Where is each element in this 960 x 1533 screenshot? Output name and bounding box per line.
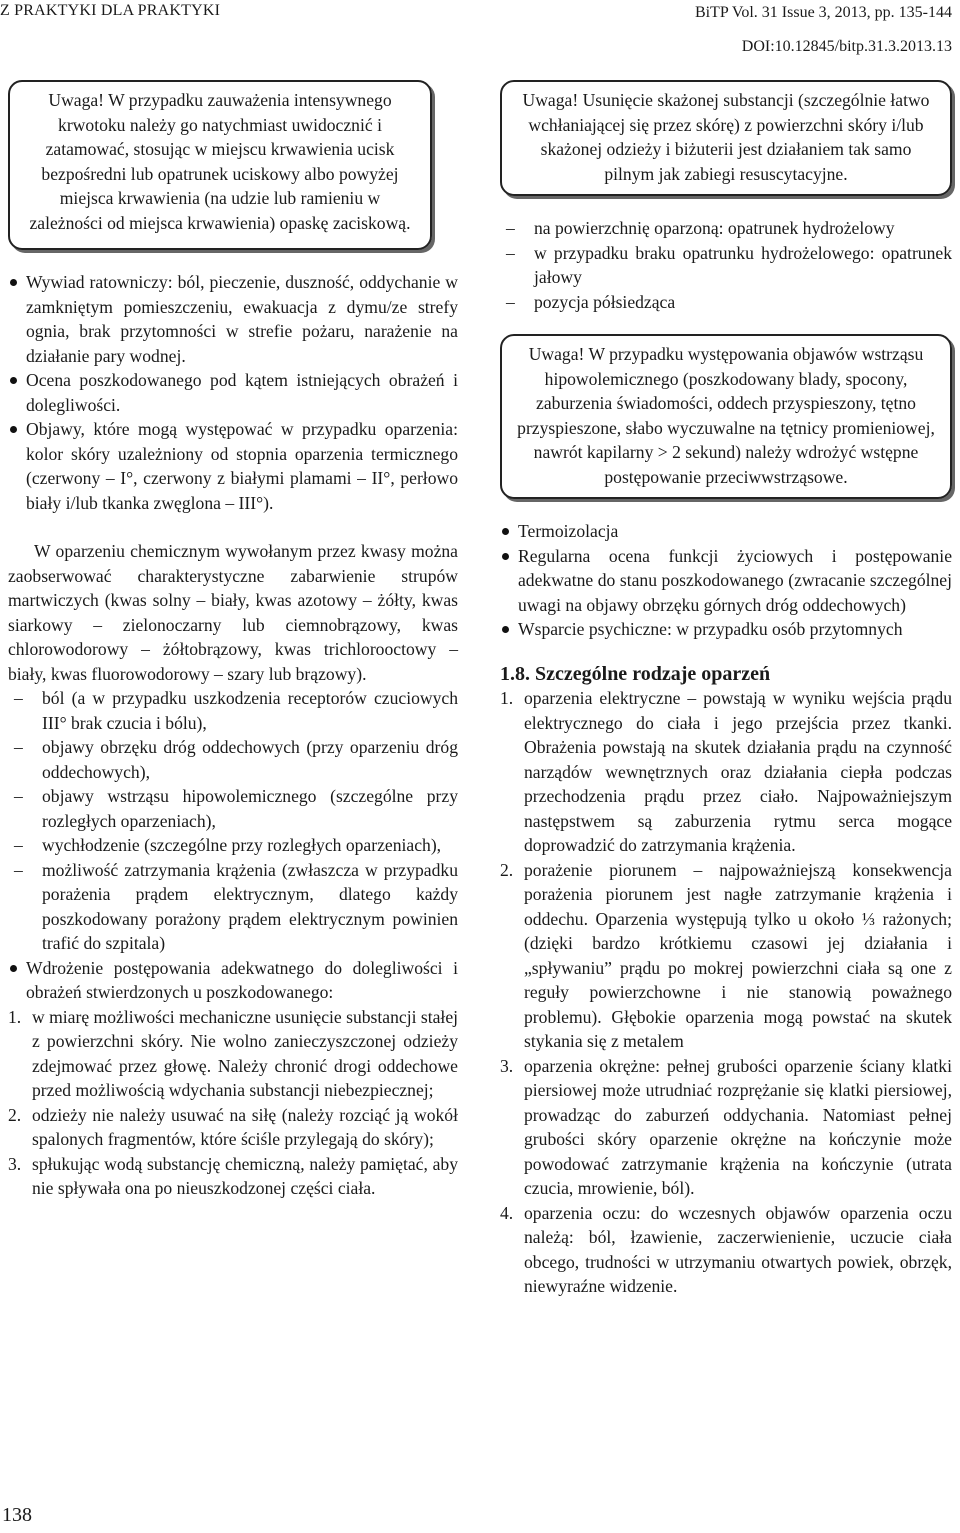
item-text: oparzenia okrężne: pełnej grubości oparzenie ściany klatki piersiowej może utrudniać rozprężanie się klatki piersiowej, prowadząc do zaburzeń oddychania. Natomiast pełnej grubości skóry oparzenie okrężne na kończynie może powodować zatrzymanie krążenia na kończynie (utrata czucia, mrowienie, ból).: [524, 1055, 952, 1198]
doi: DOI:10.12845/bitp.31.3.2013.13: [741, 38, 952, 55]
dressing-dash-list: [500, 216, 952, 314]
running-header-journal: [695, 2, 952, 58]
care-bullets: [500, 519, 952, 642]
running-header-section: Z PRAKTYKI DLA PRAKTYKI: [0, 2, 221, 19]
right-column: [500, 80, 952, 1299]
item-text: odzieży nie należy usuwać na siłę (należy rozciąć ją wokół spalonych fragmentów, które ściśle przylegają do skóry);: [32, 1104, 458, 1149]
list-item: Wywiad ratowniczy: ból, pieczenie, duszność, oddychanie w zamkniętym pomieszczeniu, ewakuacja z dymu/ze strefy ognia, brak przytomności w strefie pożaru, narażenie na działanie pary wodnej.: [8, 270, 458, 368]
procedure-bullet: [8, 956, 458, 1005]
list-item: – objawy obrzęku dróg oddechowych (przy oparzeniu dróg oddechowych),: [8, 735, 458, 784]
list-item: [500, 1201, 952, 1299]
item-number: 3.: [500, 1055, 514, 1076]
list-item: Wsparcie psychiczne: w przypadku osób przytomnych: [500, 617, 952, 642]
list-item: – wychłodzenie (szczególne przy rozległych oparzeniach),: [8, 833, 458, 858]
journal-citation: BiTP Vol. 31 Issue 3, 2013, pp. 135-144: [694, 4, 952, 21]
list-item: [500, 686, 952, 858]
item-number: 2.: [8, 1104, 22, 1125]
warning-callout-contamination: Uwaga! Usunięcie skażonej substancji (szczególnie łatwo wchłaniającej się przez skórę) z powierzchni skóry i/lub skażonej odzieży i biżuterii jest działaniem tak samo pilnym jak zabiegi resuscytacyjne.: [500, 80, 952, 196]
item-number: 1.: [500, 688, 514, 708]
warning-callout-bleeding: Uwaga! W przypadku zauważenia intensywnego krwotoku należy go natychmiast uwidocznić i zatamować, stosując w miejscu krwawienia ucisk bezpośredni lub opatrunek uciskowy albo powyżej miejsca krwawienia (na udzie lub ramieniu w zależności od miejsca krwawienia) opaskę zaciskową.: [8, 80, 432, 250]
item-text: porażenie piorunem – najpoważniejszą konsekwencja porażenia piorunem jest nagłe zatrzymanie krążenia i oddechu. Oparzenia występują tylko u około ⅓ rażonych; (dzięki bardzo krótkiemu czasowi jej działania i „spływaniu” prądu po mokrej powierzchni ciała są one z reguły powierzchowne i nie stanowią poważnego problemu). Głębokie oparzenia mogą powstać na skutek stykania się z metalem: [524, 859, 952, 1051]
list-item: Termoizolacja: [500, 519, 952, 544]
chemical-burn-paragraph: W oparzeniu chemicznym wywołanym przez kwasy można zaobserwować charakterystyczne zabarwienie strupów martwiczych (kwas solny – biały, kwas azotowy – żółty, kwas siarkowy – zielonoczarny lub ciemnobrązowy, kwas chlorowodorowy – żółtobrązowy, kwas trichlorooctowy – biały, kwas fluorowodorowy – szary lub brązowy).: [8, 541, 458, 684]
assessment-bullets: [8, 270, 458, 515]
list-item: Objawy, które mogą występować w przypadku oparzenia: kolor skóry uzależniony od stopnia oparzenia termicznego (czerwony – I°, czerwony z białymi plamami – II°, perłowo biały i/lub tkanka zwęglona – III°).: [8, 417, 458, 515]
page-number: 138: [2, 1504, 32, 1526]
list-item: – ból (a w przypadku uszkodzenia receptorów czuciowych III° brak czucia i bólu),: [8, 686, 458, 735]
item-text: spłukując wodą substancję chemiczną, należy pamiętać, aby nie spływała ona po nieuszkodzonej części ciała.: [32, 1153, 458, 1198]
list-item: [8, 1152, 458, 1201]
list-item: Ocena poszkodowanego pod kątem istniejących obrażeń i dolegliwości.: [8, 368, 458, 417]
list-item: Wdrożenie postępowania adekwatnego do dolegliwości i obrażeń stwierdzonych u poszkodowanego:: [8, 956, 458, 1005]
item-text: oparzenia elektryczne – powstają w wyniku wejścia prądu elektrycznego do ciała i jego przejścia przez tkanki. Obrażenia powstają na skutek działania prądu na czynność narządów wewnętrznych oraz działania ciepła podczas przechodzenia prądu przez ciało. Najpoważniejszym następstwem są zaburzenia rytmu serca mogące doprowadzić do zatrzymania krążenia.: [524, 688, 952, 855]
symptom-dash-list: [8, 686, 458, 956]
list-item: – pozycja półsiedząca: [500, 290, 952, 315]
left-column: [8, 80, 458, 1201]
list-item: [8, 1103, 458, 1152]
list-item: [8, 1005, 458, 1103]
item-number: 3.: [8, 1153, 22, 1174]
warning-callout-shock: Uwaga! W przypadku występowania objawów wstrząsu hipowolemicznego (poszkodowany blady, spocony, zaburzenia świadomości, oddech przyspieszony, tętno przyspieszone, słabo wyczuwalne na tętnicy promieniowej, nawrót kapilarny > 2 sekund) należy wdrożyć wstępne postępowanie przeciwwstrząsowe.: [500, 334, 952, 499]
item-text: w miarę możliwości mechaniczne usunięcie substancji stałej z powierzchni skóry. Nie wolno zanieczyszczonej odzieży zdejmować przez głowę. Należy chronić drogi oddechowe przed możliwością wdychania substancji niebezpiecznej;: [32, 1006, 459, 1100]
section-heading: 1.8. Szczególne rodzaje oparzeń: [500, 662, 771, 685]
list-item: – objawy wstrząsu hipowolemicznego (szczególne przy rozległych oparzeniach),: [8, 784, 458, 833]
list-item: – na powierzchnię oparzoną: opatrunek hydrożelowy: [500, 216, 952, 241]
item-text: oparzenia oczu: do wczesnych objawów oparzenia oczu należą: ból, łzawienie, zaczerwienienie, uczucie ciała obcego, trudności w utrzymaniu otwartych powiek, obrzęk, niewyraźne widzenie.: [524, 1202, 952, 1296]
list-item: – w przypadku braku opatrunku hydrożelowego: opatrunek jałowy: [500, 241, 952, 290]
procedure-numbered-list: [8, 1005, 458, 1201]
burn-types-numbered-list: [500, 686, 952, 1299]
list-item: Regularna ocena funkcji życiowych i postępowanie adekwatne do stanu poszkodowanego (zwracanie szczególnej uwagi na objawy obrzęku górnych dróg oddechowych): [500, 544, 952, 618]
list-item: [500, 1054, 952, 1201]
item-number: 4.: [500, 1202, 514, 1223]
list-item: [500, 858, 952, 1054]
item-number: 2.: [500, 859, 514, 880]
list-item: – możliwość zatrzymania krążenia (zwłaszcza w przypadku porażenia prądem elektrycznym, dlatego każdy poszkodowany porażony prądem elektrycznym powinien trafić do szpitala): [8, 858, 458, 956]
item-number: 1.: [8, 1006, 22, 1027]
